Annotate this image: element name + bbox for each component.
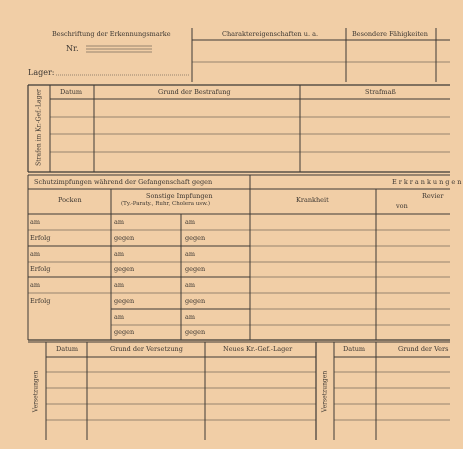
lager-label: Lager: (28, 68, 55, 77)
disease-col-von: von (396, 202, 408, 210)
disease-col-revier: Revier (422, 192, 444, 200)
other-am-3a: am (114, 281, 125, 289)
pocken-erfolg-1: Erfolg (30, 234, 51, 242)
other-am-1b: am (185, 218, 196, 226)
vacc-col-pocken: Pocken (58, 196, 82, 204)
other-gegen-3a: gegen (114, 297, 135, 305)
transfer-col-date: Datum (56, 345, 79, 353)
other-gegen-4a: gegen (114, 328, 135, 336)
punish-col-date: Datum (60, 88, 83, 96)
id-label: Beschriftung der Erkennungsmarke (52, 30, 171, 38)
nr-label: Nr. (66, 44, 79, 53)
other-am-2a: am (114, 250, 125, 258)
other-am-4b: am (185, 313, 196, 321)
pocken-erfolg-2: Erfolg (30, 265, 51, 273)
other-gegen-2b: gegen (185, 265, 206, 273)
character-header: Charaktereigenschaften u. a. (222, 30, 319, 38)
disease-header: Erkrankungen (392, 178, 463, 186)
pocken-am-3: am (30, 281, 41, 289)
vacc-header: Schutzimpfungen während der Gefangenschaft gegen (34, 178, 213, 186)
vacc-col-other-2: (Ty.-Paraty., Ruhr, Cholera usw.) (121, 201, 211, 207)
punish-col-reason: Grund der Bestrafung (158, 88, 231, 96)
other-am-3b: am (185, 281, 196, 289)
other-am-1a: am (114, 218, 125, 226)
other-gegen-1a: gegen (114, 234, 135, 242)
transfer-col-date-2: Datum (343, 345, 366, 353)
other-gegen-2a: gegen (114, 265, 135, 273)
other-am-4a: am (114, 313, 125, 321)
transfer-col-new-camp: Neues Kr.-Gef.-Lager (223, 345, 293, 353)
other-gegen-1b: gegen (185, 234, 206, 242)
pocken-am-2: am (30, 250, 41, 258)
transfer-col-reason: Grund der Versetzung (110, 345, 183, 353)
transfers-side-label-2: Versetzungen (321, 370, 329, 413)
other-am-2b: am (185, 250, 196, 258)
disease-col-krankheit: Krankheit (296, 196, 329, 204)
pocken-erfolg-3: Erfolg (30, 297, 51, 305)
other-gegen-3b: gegen (185, 297, 206, 305)
abilities-header: Besondere Fähigkeiten (352, 30, 428, 38)
transfers-side-label: Versetzungen (32, 370, 40, 413)
other-gegen-4b: gegen (185, 328, 206, 336)
pocken-am-1: am (30, 218, 41, 226)
transfer-col-reason-2: Grund der Vers (398, 345, 449, 353)
punish-col-measure: Strafmaß (365, 88, 396, 96)
vacc-col-other-1: Sonstige Impfungen (146, 192, 213, 200)
punishments-side-label: Strafen im Kr.-Gef.-Lager (35, 89, 43, 166)
